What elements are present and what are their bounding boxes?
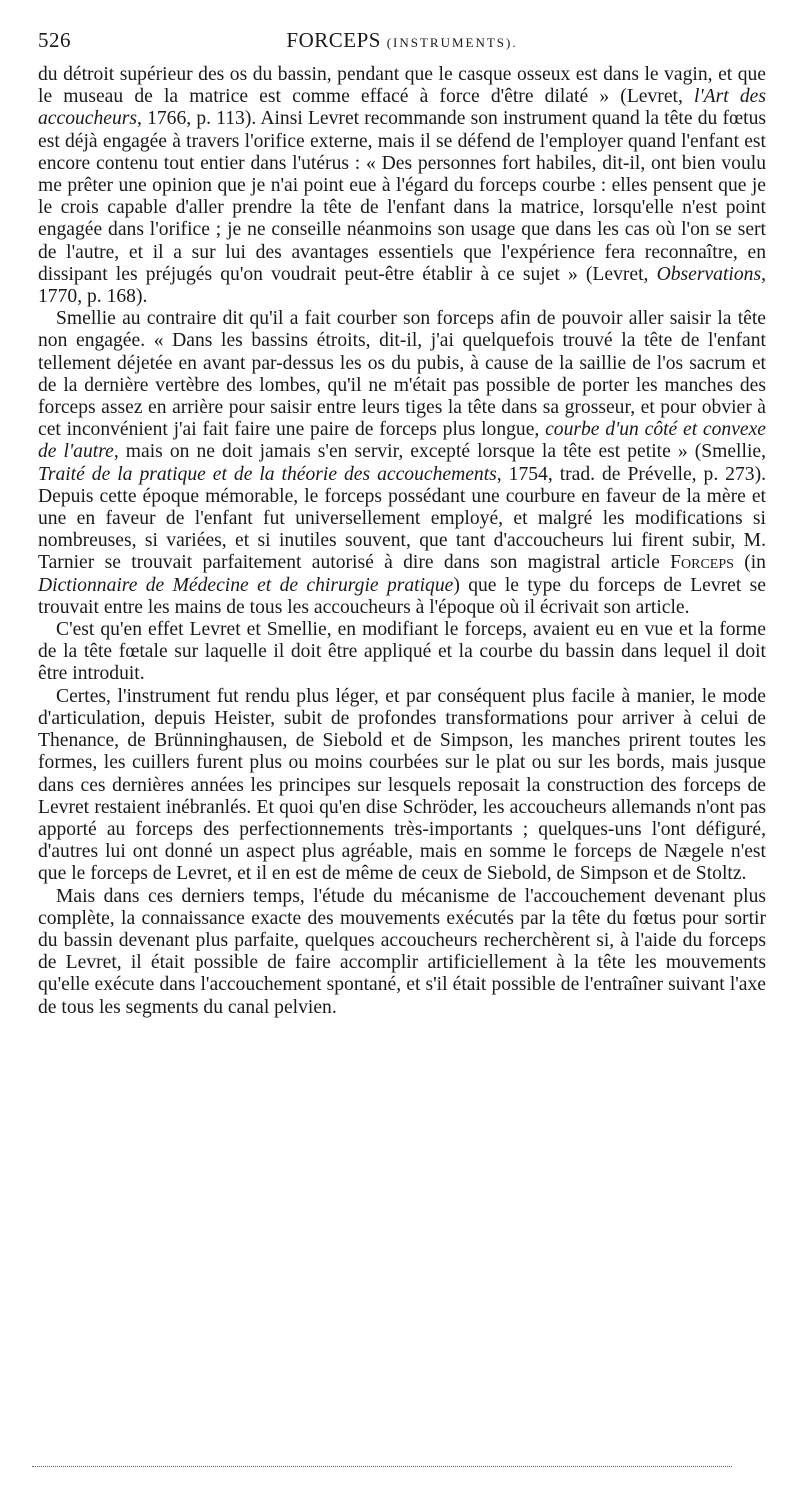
document-page bbox=[38, 28, 766, 1019]
italic-text: Observations bbox=[656, 263, 762, 285]
text-run: (in bbox=[733, 552, 766, 574]
page-number: 526 bbox=[38, 28, 71, 52]
paragraph bbox=[38, 619, 766, 686]
body-text bbox=[38, 64, 766, 1019]
paragraph bbox=[38, 886, 766, 1019]
text-run: Smellie au contraire dit qu'il a fait courber son forceps afin de pouvoir aller saisir la tête non engagée. « Dans les bassins étroits, dit-il, j'ai quelquefois trouvé la tête de l'enfant tellement déjetée en avant par-dessus les os du pubis, à cause de la saillie de l'os sacrum et de la dernière vertèbre des lombes, qu'il ne m'était pas possible de porter les manches des forceps assez en arrière pour saisir entre leurs tiges la tête dans sa grosseur, et pour obvier à cet inconvénient j'ai fait faire une paire de forceps plus longue, bbox=[38, 308, 766, 441]
running-title bbox=[38, 28, 766, 53]
paragraph bbox=[38, 64, 766, 308]
text-run: , mais on ne doit jamais s'en servir, excepté lorsque la tête est petite » (Smellie, bbox=[113, 441, 766, 463]
footer-rule bbox=[32, 1466, 732, 1467]
text-run: , 1766, p. 113). Ainsi Levret recommande son instrument quand la tête du fœtus est déjà engagée à travers l'orifice externe, mais il se défend de l'employer quand l'enfant est encore contenu tout entier dans l'utérus : « Des personnes fort habiles, dit-il, ont bien voulu me prêter une opinion que je n'ai point eue à l'égard du forceps courbe : elles pensent que je le crois capable d'aller prendre la tête de l'enfant dans la matrice, lorsqu'elle n'est point engagée dans l'orifice ; je ne conseille néanmoins son usage que dans les cas où l'on se sert de l'autre, et il a sur lui des avantages essentiels que l'expérience fera reconnaître, en dissipant les préjugés qu'on voudrait peut-être établir à ce sujet » (Levret, bbox=[38, 108, 766, 285]
small-caps-text: Forceps bbox=[670, 552, 734, 574]
italic-text: l'Art des accoucheurs bbox=[38, 86, 766, 130]
text-run: C'est qu'en effet Levret et Smellie, en modifiant le forceps, avaient eu en vue et la forme de la tête fœtale sur laquelle il doit être appliqué et la courbe du bassin dans lequel il doit être introduit. bbox=[38, 619, 766, 685]
text-run: , 1770, p. 168). bbox=[38, 263, 766, 308]
paragraph bbox=[38, 308, 766, 619]
running-head bbox=[38, 28, 766, 54]
running-title-sub: (INSTRUMENTS). bbox=[386, 35, 518, 50]
italic-text: Traité de la pratique et de la théorie des accouchements bbox=[38, 463, 497, 485]
running-title-main: FORCEPS bbox=[286, 28, 381, 52]
text-run: Mais dans ces derniers temps, l'étude du mécanisme de l'accouchement devenant plus complète, la connaissance exacte des mouvements exécutés par la tête du fœtus pour sortir du bassin devenant plus parfaite, quelques accoucheurs recherchèrent si, à l'aide du forceps de Levret, il était possible de faire accomplir artificiellement à la tête les mouvements qu'elle exécute dans l'accouchement spontané, et s'il était possible de l'entraîner suivant l'axe de tous les segments du canal pelvien. bbox=[38, 885, 766, 1018]
text-run: , 1754, trad. de Prévelle, p. 273). Depuis cette époque mémorable, le forceps possédant une courbure en faveur de la mère et une en faveur de l'enfant fut universellement employé, et malgré les modifications si nombreuses, si variées, et si inutiles souvent, que tant d'accoucheurs lui firent subir, M. Tarnier se trouvait parfaitement autorisé à dire dans son magistral article bbox=[38, 463, 766, 574]
paragraph bbox=[38, 686, 766, 886]
italic-text: courbe d'un côté et convexe de l'autre bbox=[38, 419, 767, 463]
text-run: Certes, l'instrument fut rendu plus léger, et par conséquent plus facile à manier, le mode d'articulation, depuis Heister, subit de profondes transformations pour arriver à celui de Thenance, de Brünninghausen, de Siebold et de Simpson, les manches prirent toutes les formes, les cuillers furent plus ou moins courbées sur le plat ou sur les bords, mais jusque dans ces dernières années les principes sur lesquels reposait la construction des forceps de Levret restaient inébranlés. Et quoi qu'en dise Schröder, les accoucheurs allemands n'ont pas apporté au forceps des perfectionnements très-importants ; quelques-uns l'ont défiguré, d'autres lui ont donné un aspect plus agréable, mais en somme le forceps de Nægele n'est que le forceps de Levret, et il en est de même de ceux de Siebold, de Simpson et de Stoltz. bbox=[38, 685, 766, 885]
text-run: ) que le type du forceps de Levret se trouvait entre les mains de tous les accoucheurs à l'époque où il écrivait son article. bbox=[38, 574, 766, 618]
text-run: du détroit supérieur des os du bassin, pendant que le casque osseux est dans le vagin, et que le museau de la matrice est comme effacé à force d'être dilaté » (Levret, bbox=[38, 64, 766, 108]
italic-text: Dictionnaire de Médecine et de chirurgie pratique bbox=[38, 574, 454, 596]
